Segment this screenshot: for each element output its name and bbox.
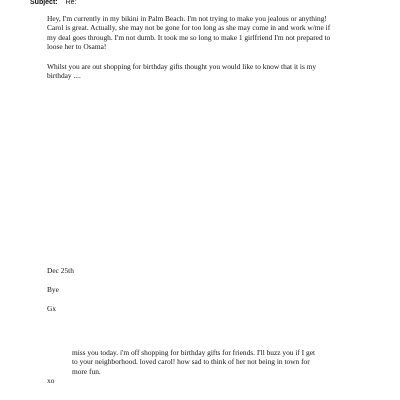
date-line: Dec 25th bbox=[47, 266, 74, 275]
quoted-message: miss you today. i'm off shopping for birthday gifts for friends. I'll buzz you if I get to your neighborhood. loved carol! how sad to think of her not being in town for more fun. bbox=[72, 348, 316, 376]
subject-value: Re: bbox=[65, 0, 77, 6]
closing-line: xo bbox=[47, 376, 55, 385]
body-paragraph-2: Whilst you are out shopping for birthday gifts thought you would like to know that it is my birthday .... bbox=[47, 62, 317, 81]
subject-label: Subject: bbox=[30, 0, 58, 6]
subject-line bbox=[30, 0, 77, 7]
body-paragraph-1: Hey, I'm currently in my bikini in Palm Beach. I'm not trying to make you jealous or anything! Carol is great. Actually, she may not be gone for too long as she may come in and work w/me if my deal goes through. I'm not dumb. It took me so long to make 1 girlfriend I'm not prepared to loose her to Osama! bbox=[47, 14, 331, 52]
bye-line: Bye bbox=[47, 285, 59, 294]
signoff-line: Gx bbox=[47, 304, 57, 313]
